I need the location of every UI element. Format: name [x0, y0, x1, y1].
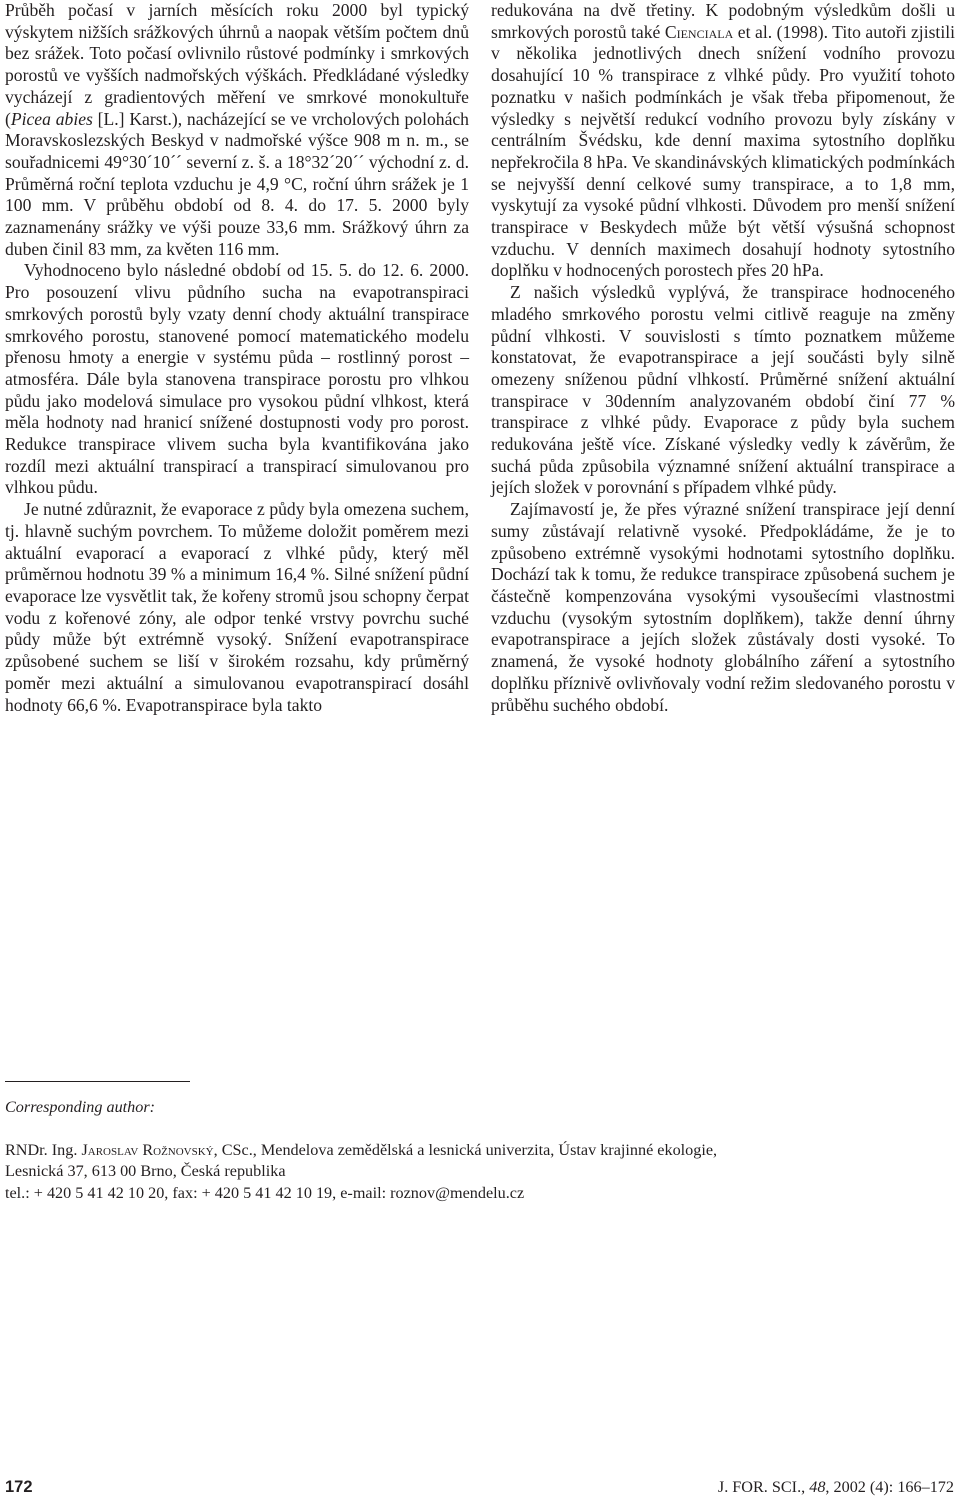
left-column	[5, 0, 469, 716]
journal-citation	[718, 1478, 954, 1497]
author-title: RNDr. Ing.	[5, 1140, 82, 1159]
paragraph-weather	[5, 0, 469, 260]
paragraph-text: redukována na dvě třetiny. K podobným výsledkům došli u smrkových porostů také	[491, 0, 955, 42]
species-name: Picea abies	[10, 108, 93, 129]
page-number: 172	[5, 1478, 33, 1496]
corresponding-author-line1	[5, 1140, 945, 1162]
paragraph-text: [L.] Karst.), nacházející se ve vrcholových polohách Moravskoslezských Beskyd v nadmořské výšce 908 m n. m., se souřadnicemi 49°30´10´´ severní z. š. a 18°32´20´´ východní z. d. Průměrná roční teplota vzduchu je 4,9 °C, roční úhrn srážek je 1 100 mm. V průběhu období od 8. 4. do 17. 5. 2000 byly zaznamenány srážky ve výši pouze 33,6 mm. Srážkový úhrn za duben činil 83 mm, za květen 116 mm.	[5, 108, 469, 259]
paragraph-results: Z našich výsledků vyplývá, že transpirace hodnoceného mladého smrkového porostu velmi citlivě reaguje na změny půdní vlhkosti. V souvislosti s tímto poznatkem můžeme konstatovat, že evapotranspirace a její součásti byly silně omezeny sníženou půdní vlhkostí. Průměrné snížení aktuální transpirace v 30denním analyzovaném období činí 77 % transpirace z vlhké půdy. Evaporace z půdy byla suchem redukována ještě více. Získané výsledky vedly k závěrům, že suchá půda způsobila významné snížení aktuální transpirace a jejích složek v porovnání s případem vlhké půdy.	[491, 282, 955, 498]
paragraph-text: et al. (1998). Tito autoři zjistili v několika jednotlivých dnech snížení vodního provozu dosahující 10 % transpirace z vlhké půdy. Pro využití tohoto poznatku v našich podmínkách je však třeba připomenout, že výsledky s největší redukcí vodního provozu byly získány v centrálním Švédsku, kde denní maxima sytostního doplňku nepřekročila 8 hPa. Ve skandinávských klimatických podmínkách se nejvyšší denní celkové sumy transpirace, a to 1,8 mm, vyskytují za vysoké půdní vlhkosti. Důvodem pro menší snížení transpirace v Beskydech může být větší výsušná schopnost vzduchu. V denních maximech dosahují hodnoty sytostního doplňku v hodnocených porostech přes 20 hPa.	[491, 21, 955, 281]
corresponding-author-label: Corresponding author:	[5, 1098, 156, 1116]
journal-name: J. FOR. SCI.,	[717, 1478, 810, 1496]
journal-volume: 48	[809, 1478, 826, 1496]
corresponding-author-block	[5, 1097, 945, 1204]
cited-author: Cienciala	[664, 21, 734, 42]
paragraph-comparison	[491, 0, 955, 282]
right-column	[491, 0, 955, 716]
paragraph-evaluation: Vyhodnoceno bylo následné období od 15. 5. do 12. 6. 2000. Pro posouzení vlivu půdního sucha na evapotranspiraci smrkových porostů byly vzaty denní chody aktuální transpirace smrkového porostu, stanovené pomocí matematického modelu přenosu hmoty a energie v systému půda – rostlinný porost – atmosféra. Dále byla stanovena transpirace porostu pro vlhkou půdu jako modelová simulace pro vysokou půdní vlhkost, která měla hodnoty nad hranicí snížené dostupnosti vody pro porost. Redukce transpirace vlivem sucha byla kvantifikována jako rozdíl mezi aktuální transpirací a transpirací simulovanou pro vlhkou půdu.	[5, 260, 469, 498]
paragraph-interesting: Zajímavostí je, že přes výrazné snížení transpirace její denní sumy zůstávají relativně vysoké. Předpokládáme, že je to způsobeno extrémně vysokými hodnotami sytostního doplňku. Dochází tak k tomu, že redukce transpirace způsobená suchem je částečně kompenzována vysokými vysoušecími vlastnostmi vzduchu (vysokým sytostním doplňkem), takže denní úhrny evapotranspirace a jejích složek zůstávaly dosti vysoké. To znamená, že vysoké hodnoty globálního záření a sytostního doplňku příznivě ovlivňovaly vodní režim sledovaného porostu v průběhu suchého období.	[491, 499, 955, 715]
author-name: Jaroslav Rožnovský	[81, 1140, 214, 1159]
corresponding-author-address: Lesnická 37, 613 00 Brno, Česká republika	[5, 1162, 286, 1180]
paragraph-soil-evaporation: Je nutné zdůraznit, že evaporace z půdy byla omezena suchem, tj. hlavně suchým povrchem. To můžeme doložit poměrem mezi aktuální evaporací a evaporací z vlhké půdy, který měl průměrnou hodnotu 39 % a minimum 16,4 %. Silné snížení půdní evaporace lze vysvětlit tak, že kořeny stromů jsou schopny čerpat vodu z kořenové zóny, ale odpor tenké vrstvy povrchu suché půdy může být extrémně vysoký. Snížení evapotranspirace způsobené suchem se liší v širokém rozsahu, kdy průměrný poměr mezi aktuální a simulovanou evapotranspirací dosáhl hodnoty 66,6 %. Evapotranspirace byla takto	[5, 499, 469, 715]
footnote-divider	[5, 1081, 190, 1082]
author-affiliation: , CSc., Mendelova zemědělská a lesnická univerzita, Ústav krajinné ekologie,	[213, 1140, 718, 1159]
journal-issue-pages: , 2002 (4): 166–172	[825, 1478, 954, 1496]
corresponding-author-contact: tel.: + 420 5 41 42 10 20, fax: + 420 5 41 42 10 19, e-mail: roznov@mendelu.cz	[5, 1183, 525, 1202]
paragraph-text: Průběh počasí v jarních měsících roku 2000 byl typický výskytem nižších srážkových úhrnů a naopak větším počtem dnů bez srážek. Toto počasí ovlivnilo růstové podmínky i smrkových porostů ve vyšších nadmořských výškách. Předkládané výsledky vycházejí z gradientových měření ve smrkové monokultuře (	[5, 0, 469, 129]
